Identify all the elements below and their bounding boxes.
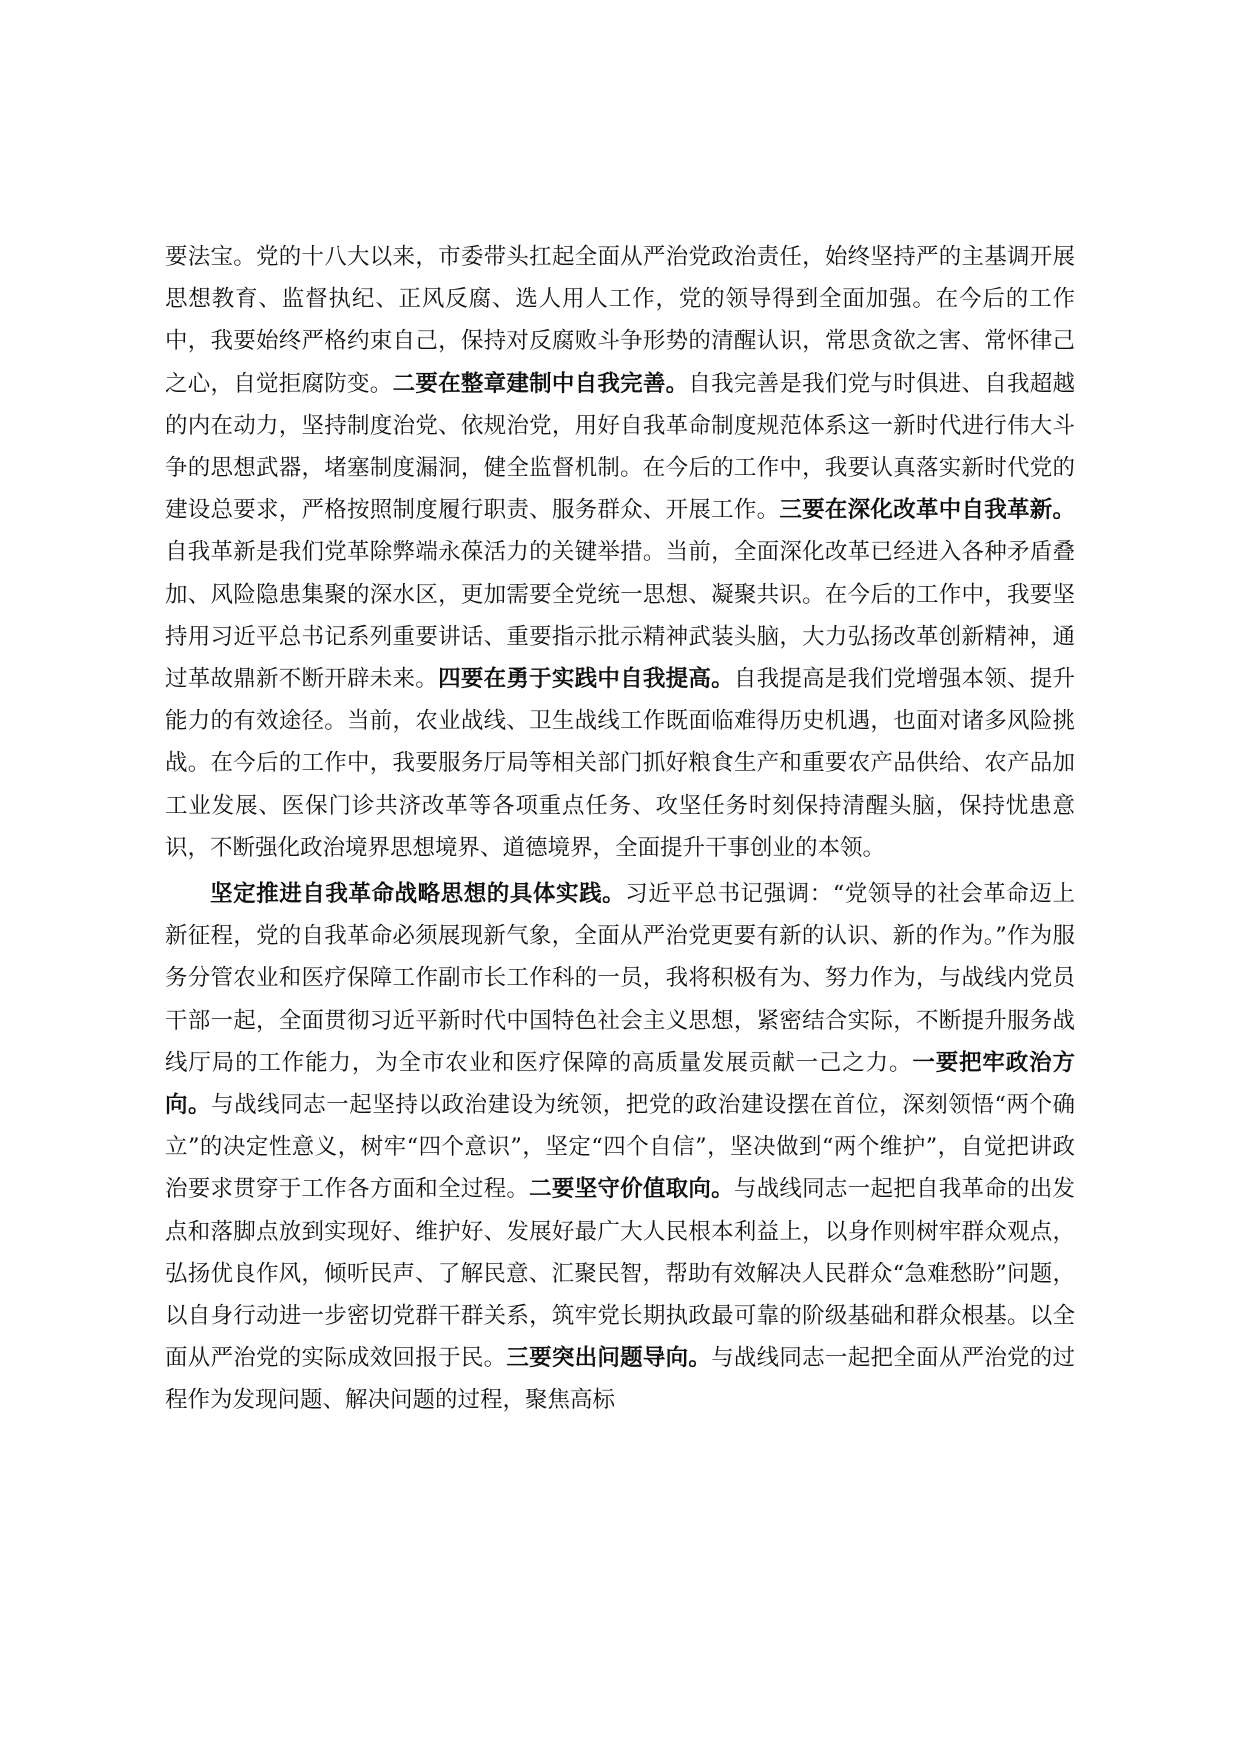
- point-heading-2: 二要坚守价值取向。: [529, 1176, 734, 1203]
- body-text: 与战线同志一起把自我革命的出发点和落脚点放到实现好、维护好、发展好最广大人民根本利益上，以身作则树牢群众观点，弘扬优良作风，倾听民声、了解民意、汇聚民智，帮助有效解决人民群众“急难愁盼”问题，以自身行动进一步密切党群干群关系，筑牢党长期执政最可靠的阶级基础和群众根基。以全面从严治党的实际成效回报于民。: [165, 1176, 1075, 1372]
- point-heading-1: 一要把牢政治方向。: [165, 1049, 1075, 1119]
- point-heading-4: 四要在勇于实践中自我提高。: [438, 666, 734, 693]
- section-heading: 坚定推进自我革命战略思想的具体实践。: [210, 881, 626, 908]
- point-heading-3: 三要突出问题导向。: [506, 1345, 712, 1372]
- body-text: 与战线同志一起坚持以政治建设为统领，把党的政治建设摆在首位，深刻领悟“两个确立”的决定性意义，树牢“四个意识”，坚定“四个自信”，坚决做到“两个维护”，自觉把讲政治要求贯穿于工作各方面和全过程。: [165, 1092, 1075, 1203]
- body-text: 自我提高是我们党增强本领、提升能力的有效途径。当前，农业战线、卫生战线工作既面临难得历史机遇，也面对诸多风险挑战。在今后的工作中，我要服务厅局等相关部门抓好粮食生产和重要农产品供给、农产品加工业发展、医保门诊共济改革等各项重点任务、攻坚任务时刻保持清醒头脑，保持忧患意识，不断强化政治境界思想境界、道德境界，全面提升干事创业的本领。: [165, 666, 1075, 861]
- body-text: 自我完善是我们党与时俱进、自我超越的内在动力，坚持制度治党、依规治党，用好自我革命制度规范体系这一新时代进行伟大斗争的思想武器，堵塞制度漏洞，健全监督机制。在今后的工作中，我要认真落实新时代党的建设总要求，严格按照制度履行职责、服务群众、开展工作。: [165, 370, 1075, 524]
- body-text: 要法宝。党的十八大以来，市委带头扛起全面从严治党政治责任，始终坚持严的主基调开展思想教育、监督执纪、正风反腐、选人用人工作，党的领导得到全面加强。在今后的工作中，我要始终严格约束自己，保持对反腐败斗争形势的清醒认识，常思贪欲之害、常怀律己之心，自觉拒腐防变。: [165, 244, 1075, 397]
- paragraph-continuation: [165, 236, 1075, 869]
- point-heading-2: 二要在整章建制中自我完善。: [392, 370, 689, 397]
- point-heading-3: 三要在深化改革中自我革新。: [779, 497, 1075, 524]
- body-text: 与战线同志一起把全面从严治党的过程作为发现问题、解决问题的过程，聚焦高标: [165, 1345, 1075, 1414]
- body-text: 自我革新是我们党革除弊端永葆活力的关键举措。当前，全面深化改革已经进入各种矛盾叠加、风险隐患集聚的深水区，更加需要全党统一思想、凝聚共识。在今后的工作中，我要坚持用习近平总书记系列重要讲话、重要指示批示精神武装头脑，大力弘扬改革创新精神，通过革故鼎新不断开辟未来。: [165, 539, 1075, 693]
- paragraph-practice: [165, 873, 1075, 1422]
- document-page: [165, 236, 1075, 1422]
- body-text: 习近平总书记强调：“党领导的社会革命迈上新征程，党的自我革命必须展现新气象，全面从严治党更要有新的认识、新的作为。”作为服务分管农业和医疗保障工作副市长工作科的一员，我将积极有为、努力作为，与战线内党员干部一起，全面贯彻习近平新时代中国特色社会主义思想，紧密结合实际，不断提升服务战线厅局的工作能力，为全市农业和医疗保障的高质量发展贡献一己之力。: [165, 881, 1075, 1076]
